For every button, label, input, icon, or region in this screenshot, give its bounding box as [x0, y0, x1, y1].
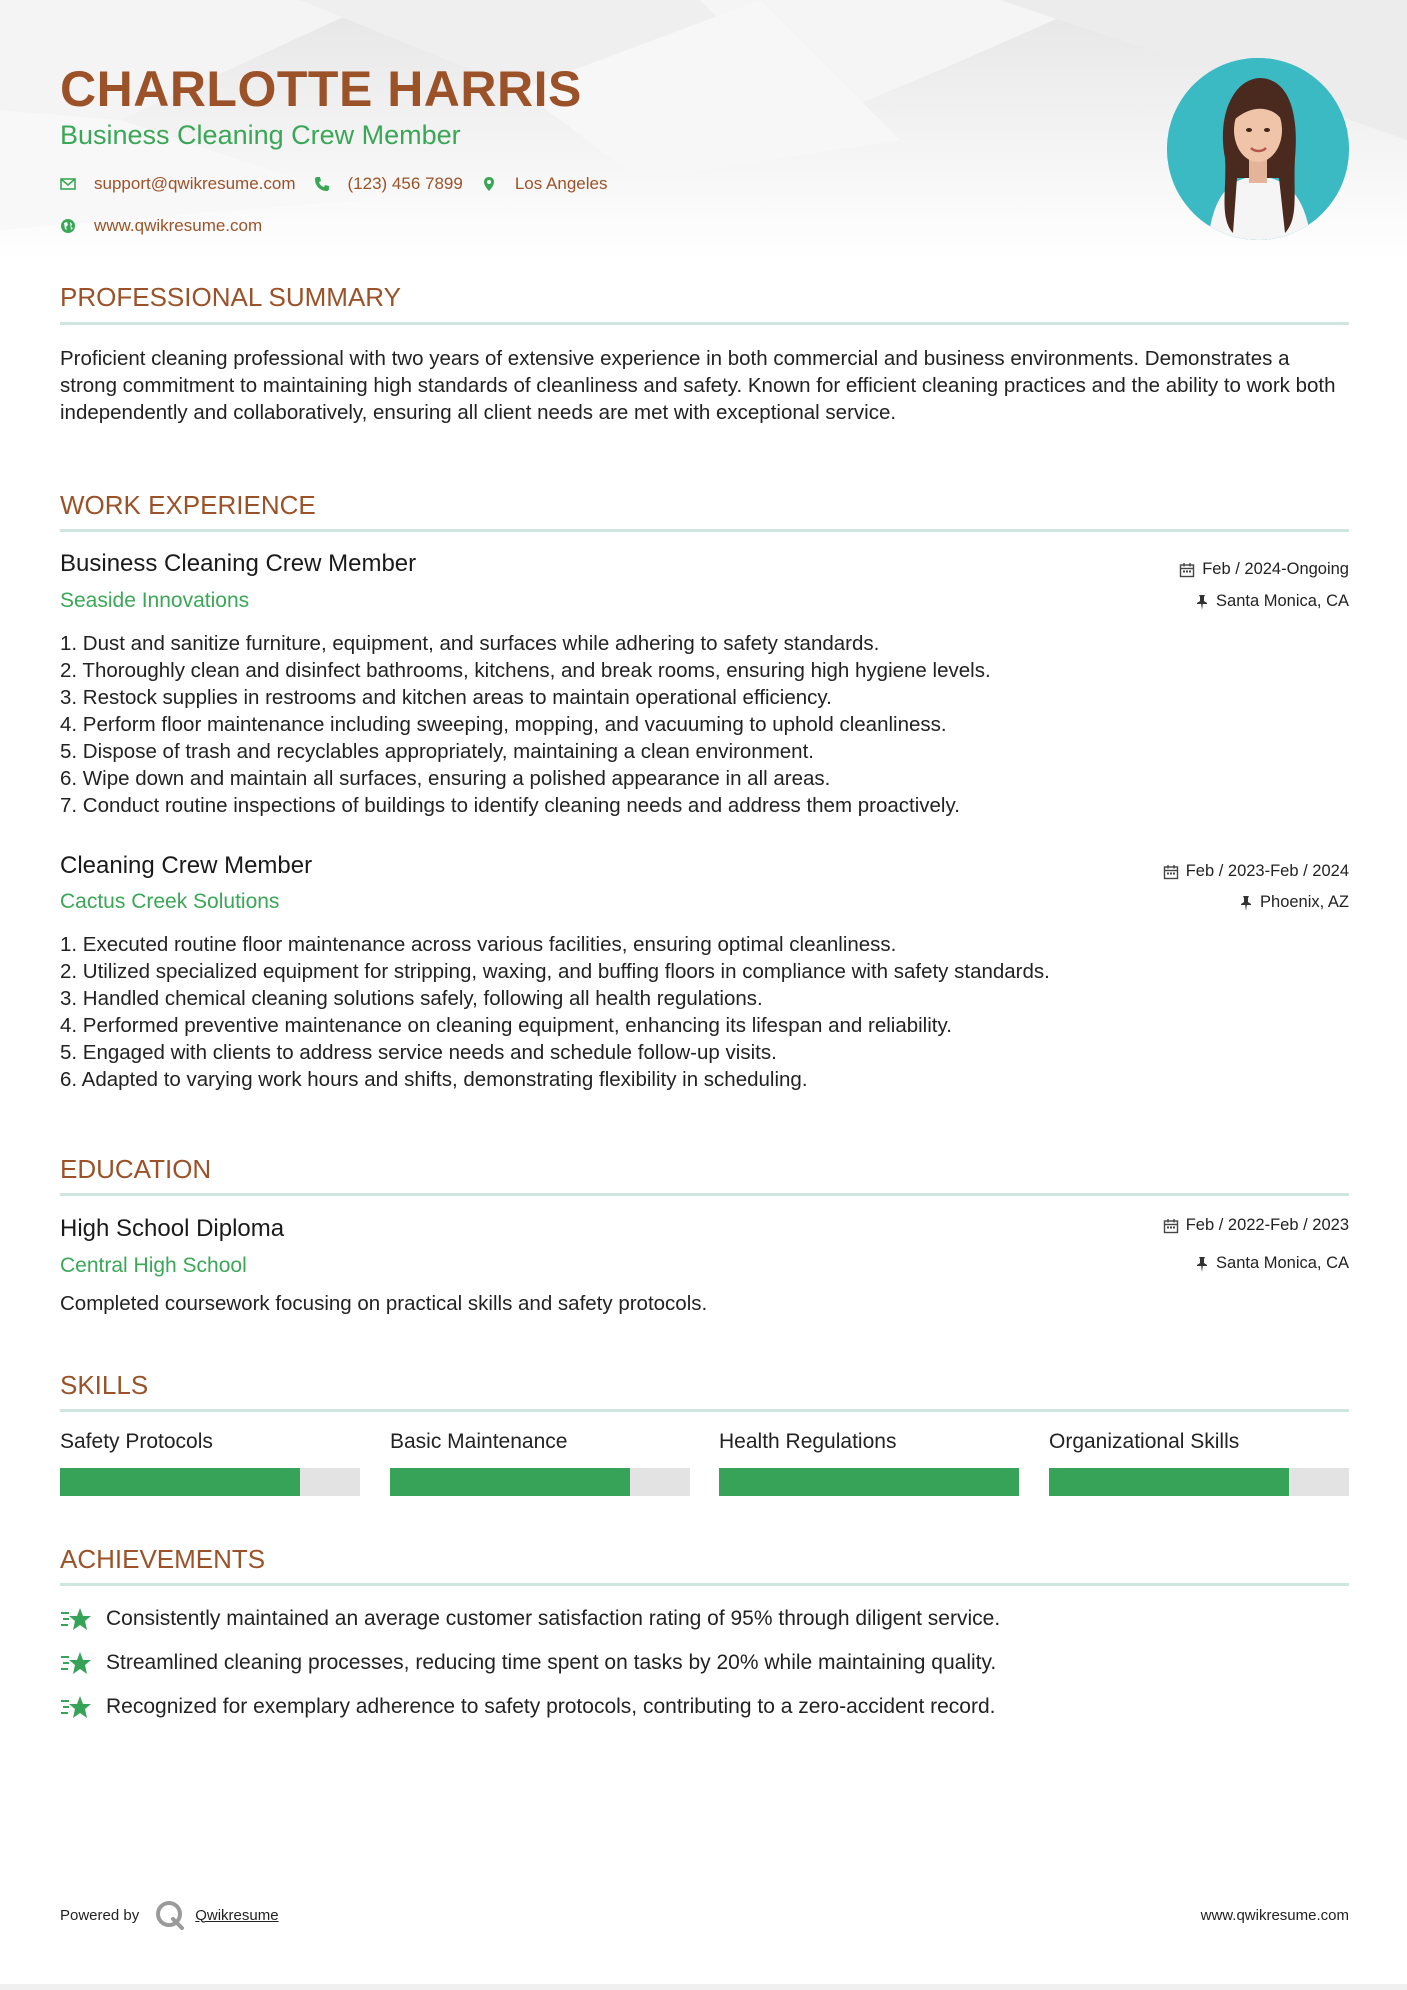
skill-bar-fill: [390, 1468, 630, 1496]
skill-item: [1049, 1430, 1349, 1496]
star-icon: [60, 1694, 92, 1720]
job-location: [1195, 592, 1349, 611]
globe-icon: [60, 218, 76, 234]
job-bullet-list: [60, 931, 1349, 1093]
skill-item: [719, 1430, 1019, 1496]
achievements-section-title: ACHIEVEMENTS: [60, 1544, 266, 1574]
qwikresume-link[interactable]: Qwikresume: [195, 1906, 279, 1924]
list-item: 6. Wipe down and maintain all surfaces, ensuring a polished appearance in all areas.: [60, 767, 831, 790]
list-item: 2. Utilized specialized equipment for stripping, waxing, and buffing floors in compliance with safety standards.: [60, 960, 1050, 983]
map-pin-icon: [481, 176, 497, 192]
achievement-text: Recognized for exemplary adherence to safety protocols, contributing to a zero-accident record.: [106, 1695, 996, 1718]
education-location-text: Santa Monica, CA: [1216, 1254, 1349, 1272]
job-location-text: Santa Monica, CA: [1216, 592, 1349, 610]
star-icon: [60, 1650, 92, 1676]
star-icon: [60, 1606, 92, 1632]
skill-bar-fill: [719, 1468, 1019, 1496]
company-name: Cactus Creek Solutions: [60, 890, 280, 913]
email-link[interactable]: support@qwikresume.com: [94, 174, 296, 193]
skill-bar: [1049, 1468, 1349, 1496]
job-location: [1239, 893, 1349, 912]
list-item: 3. Handled chemical cleaning solutions safely, following all health regulations.: [60, 987, 763, 1010]
list-item: 2. Thoroughly clean and disinfect bathrooms, kitchens, and break rooms, ensuring high hygiene levels.: [60, 659, 991, 682]
website-row: [60, 216, 262, 236]
school-name: Central High School: [60, 1254, 247, 1277]
pushpin-icon: [1195, 1256, 1209, 1272]
list-item: 3. Restock supplies in restrooms and kitchen areas to maintain operational efficiency.: [60, 686, 832, 709]
footer-website-link[interactable]: www.qwikresume.com: [1200, 1907, 1349, 1924]
skill-label: Health Regulations: [719, 1430, 897, 1453]
job-date: [1163, 862, 1349, 881]
company-name: Seaside Innovations: [60, 589, 250, 612]
skill-bar: [719, 1468, 1019, 1496]
calendar-icon: [1179, 562, 1195, 578]
qwikresume-logo-icon: [153, 1898, 187, 1932]
achievement-item: [60, 1694, 995, 1720]
pushpin-icon: [1195, 594, 1209, 610]
skills-section-title: SKILLS: [60, 1370, 149, 1400]
achievement-item: [60, 1606, 1000, 1632]
skill-label: Basic Maintenance: [390, 1430, 568, 1453]
phone-icon: [314, 176, 330, 192]
section-divider: [60, 1193, 1349, 1196]
degree-title: High School Diploma: [60, 1215, 285, 1242]
list-item: 5. Dispose of trash and recyclables appropriately, maintaining a clean environment.: [60, 740, 814, 763]
skill-bar-fill: [60, 1468, 300, 1496]
pushpin-icon: [1239, 895, 1253, 911]
footer-powered-by: [60, 1898, 279, 1932]
contact-row: [60, 174, 607, 194]
skill-item: [390, 1430, 690, 1496]
skill-bar: [390, 1468, 690, 1496]
powered-by-label: Powered by: [60, 1906, 140, 1924]
calendar-icon: [1163, 1218, 1179, 1234]
profile-portrait-illustration: [1167, 58, 1349, 240]
summary-text: Proficient cleaning professional with two years of extensive experience in both commercial and business environments. Demonstrates a strong commitment to maintaining high standards of cleanliness and safety. Known for efficient cleaning practices and the ability to work both independently and collaboratively, ensuring all client needs are met with exceptional service.: [60, 347, 1336, 424]
section-divider: [60, 1409, 1349, 1412]
phone-number[interactable]: (123) 456 7899: [347, 174, 463, 193]
skill-bar: [60, 1468, 360, 1496]
envelope-icon: [60, 176, 76, 192]
summary-section-title: PROFESSIONAL SUMMARY: [60, 282, 401, 312]
profile-photo: [1167, 58, 1349, 240]
experience-section-title: WORK EXPERIENCE: [60, 490, 316, 520]
bottom-border: [0, 1984, 1407, 1990]
section-divider: [60, 322, 1349, 325]
website-link[interactable]: www.qwikresume.com: [94, 216, 263, 235]
candidate-name: CHARLOTTE HARRIS: [60, 61, 582, 117]
education-date: [1163, 1216, 1349, 1235]
section-divider: [60, 1583, 1349, 1586]
list-item: 6. Adapted to varying work hours and shifts, demonstrating flexibility in scheduling.: [60, 1068, 808, 1091]
section-divider: [60, 529, 1349, 532]
skill-bar-fill: [1049, 1468, 1289, 1496]
list-item: 4. Perform floor maintenance including sweeping, mopping, and vacuuming to uphold cleanliness.: [60, 713, 947, 736]
candidate-role: Business Cleaning Crew Member: [60, 120, 461, 150]
job-location-text: Phoenix, AZ: [1260, 893, 1349, 911]
list-item: 1. Executed routine floor maintenance across various facilities, ensuring optimal cleanliness.: [60, 933, 897, 956]
job-date: [1179, 560, 1349, 579]
skill-item: [60, 1430, 360, 1496]
education-section-title: EDUCATION: [60, 1154, 212, 1184]
job-date-text: Feb / 2024-Ongoing: [1202, 560, 1349, 578]
job-date-text: Feb / 2023-Feb / 2024: [1185, 862, 1349, 880]
achievement-text: Streamlined cleaning processes, reducing time spent on tasks by 20% while maintaining quality.: [106, 1651, 997, 1674]
skill-label: Organizational Skills: [1049, 1430, 1240, 1453]
skill-label: Safety Protocols: [60, 1430, 213, 1453]
education-date-text: Feb / 2022-Feb / 2023: [1185, 1216, 1349, 1234]
job-title: Business Cleaning Crew Member: [60, 550, 417, 577]
achievement-item: [60, 1650, 996, 1676]
list-item: 1. Dust and sanitize furniture, equipment, and surfaces while adhering to safety standards.: [60, 632, 880, 655]
job-bullet-list: [60, 630, 1349, 819]
achievement-text: Consistently maintained an average customer satisfaction rating of 95% through diligent service.: [106, 1607, 1001, 1630]
calendar-icon: [1163, 864, 1179, 880]
education-location: [1195, 1254, 1349, 1273]
education-description: Completed coursework focusing on practical skills and safety protocols.: [60, 1292, 708, 1315]
location-text: Los Angeles: [514, 174, 608, 193]
list-item: 7. Conduct routine inspections of buildings to identify cleaning needs and address them proactively.: [60, 794, 960, 817]
list-item: 4. Performed preventive maintenance on cleaning equipment, enhancing its lifespan and reliability.: [60, 1014, 952, 1037]
job-title: Cleaning Crew Member: [60, 852, 313, 879]
list-item: 5. Engaged with clients to address service needs and schedule follow-up visits.: [60, 1041, 777, 1064]
